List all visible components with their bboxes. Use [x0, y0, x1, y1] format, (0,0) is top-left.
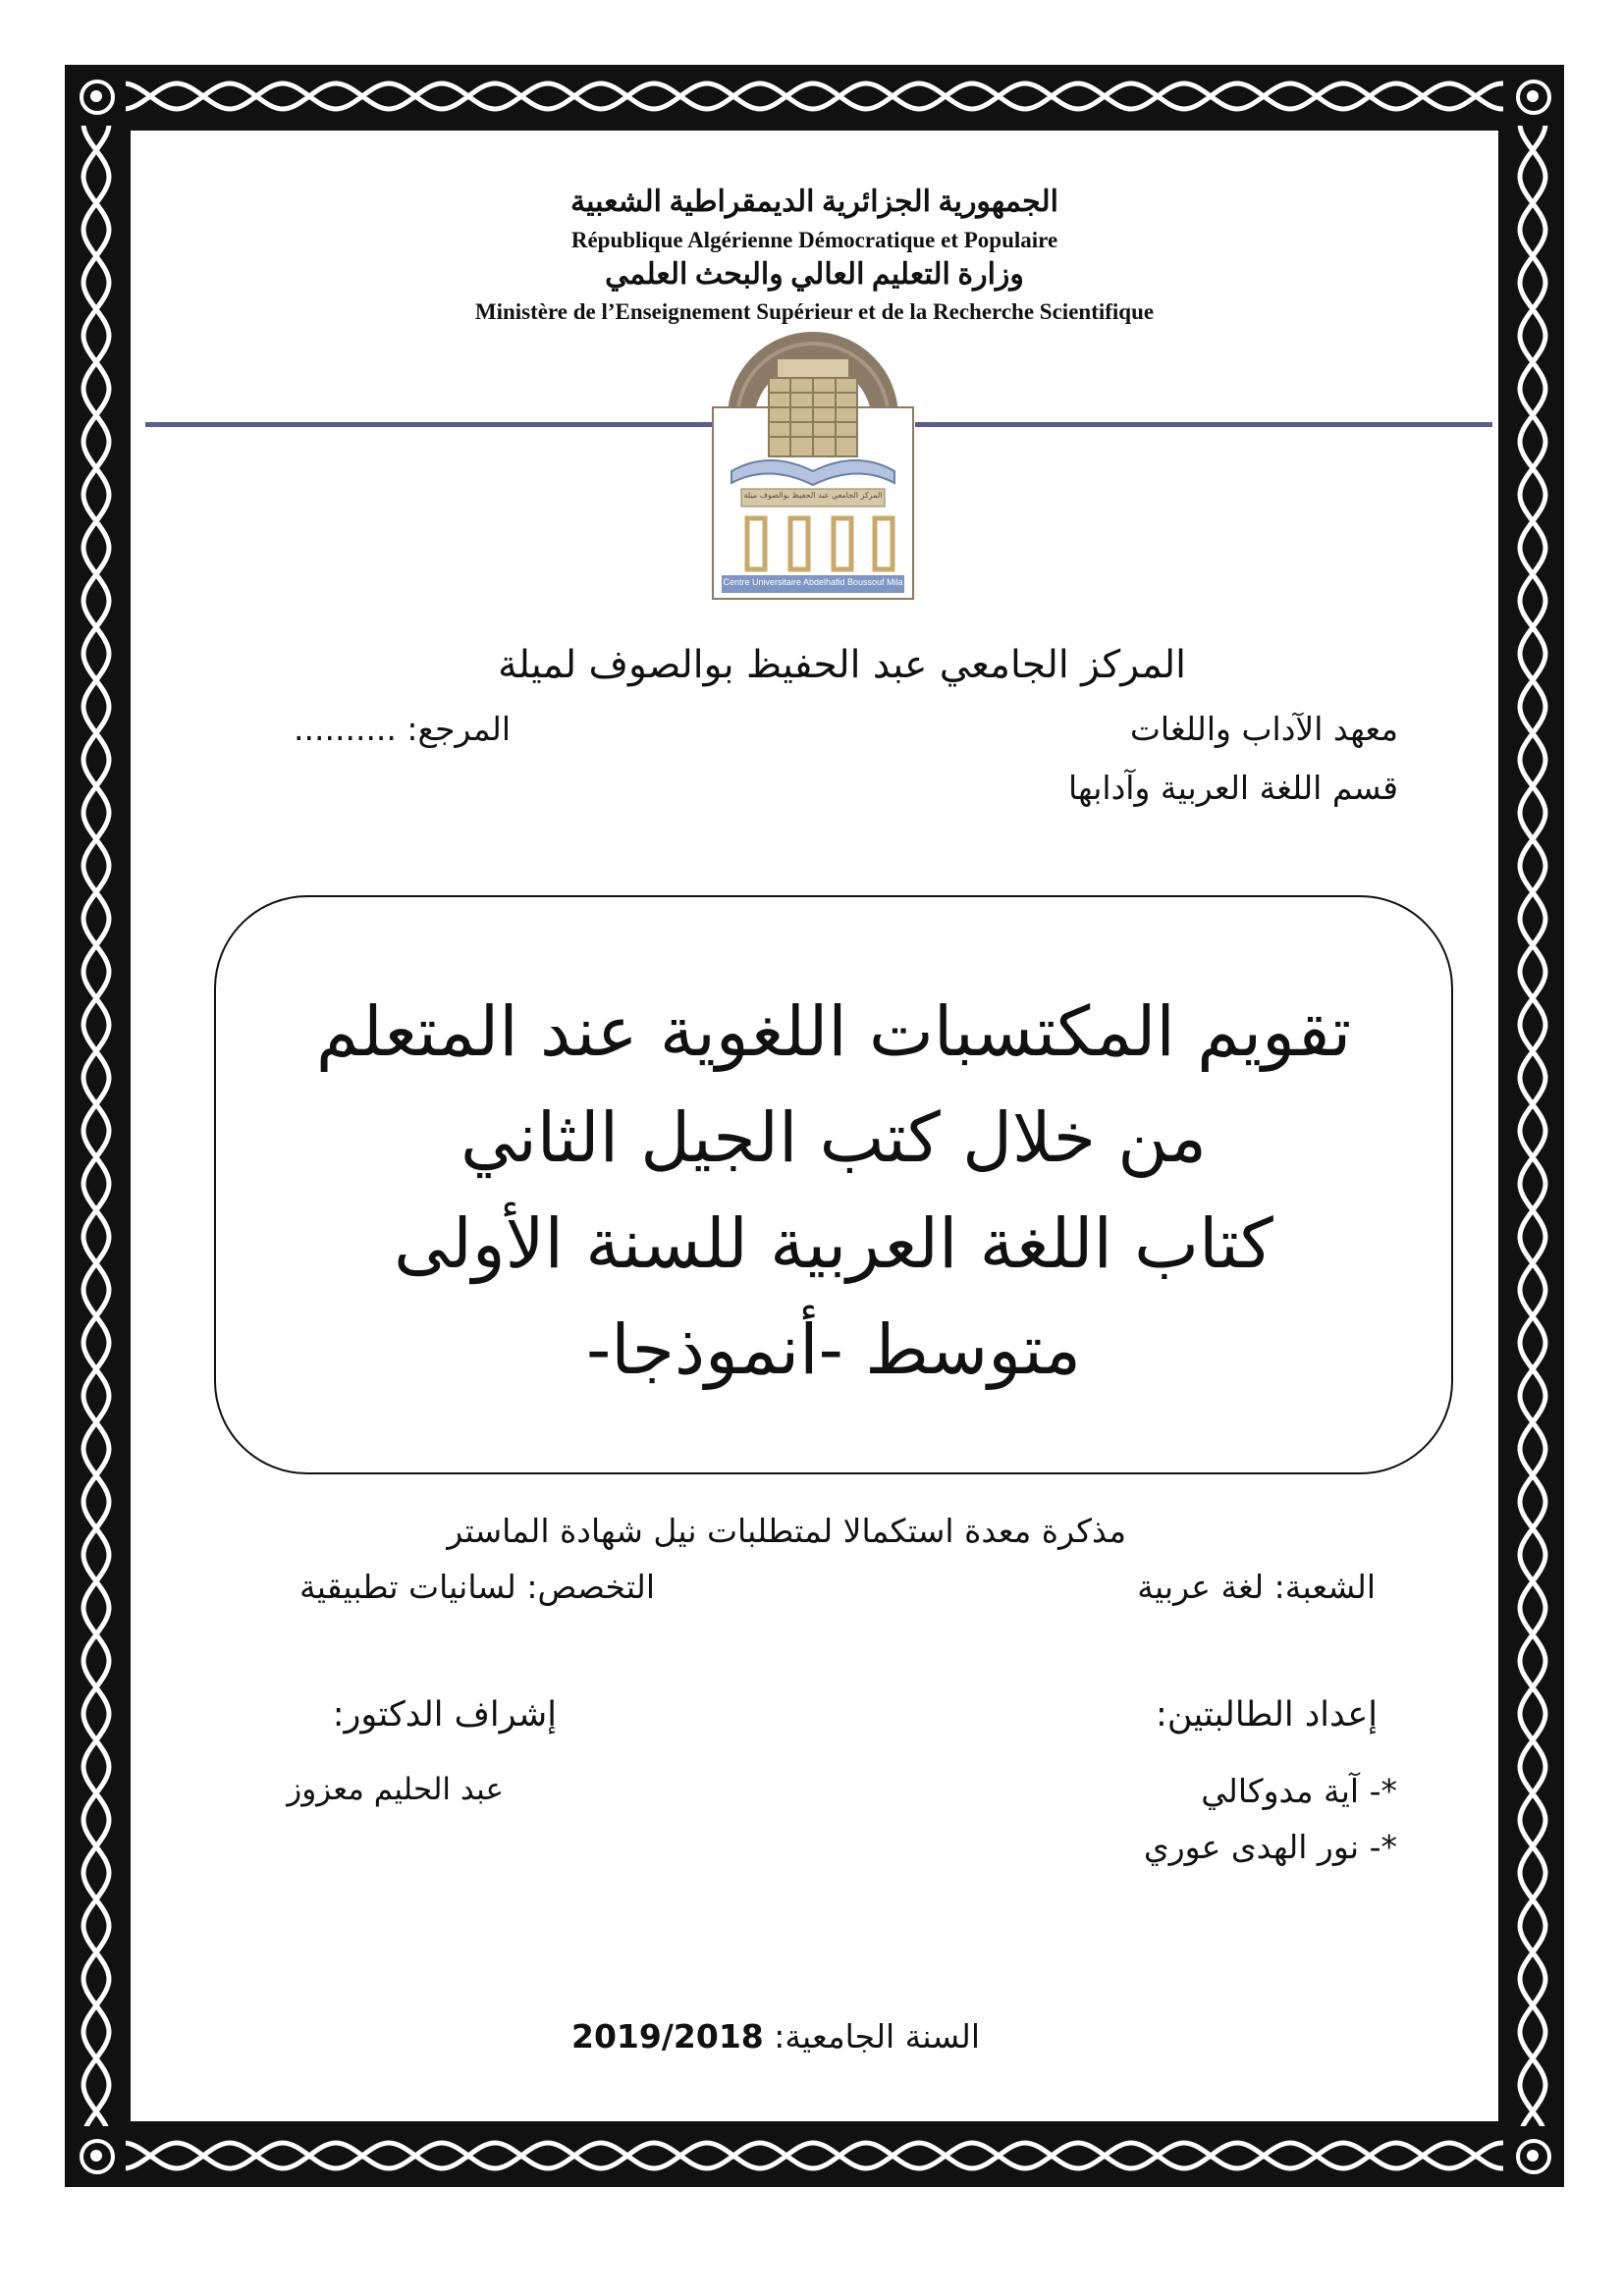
specialty-field: التخصص: لسانيات تطبيقية: [299, 1568, 655, 1606]
border-band-right: [1508, 124, 1557, 2131]
student-2: *- نور الهدى عوري: [1143, 1828, 1397, 1866]
header-arabic-republic: ﺍﻟﺠﻤﻬﻮﺭﻳﺔ ﺍﻟﺠﺰﺍﺋﺮﻳﺔ ﺍﻟﺪﻳﻤﻘﺮﺍﻃﻴﺔ ﺍﻟﺸﻌﺒﻴﺔ: [570, 186, 1058, 218]
reference-field: المرجع: ..........: [294, 710, 511, 748]
academic-year-label: السنة الجامعية:: [774, 2017, 980, 2056]
logo-caption: Centre Universitaire Abdelhafid Boussouf Mila: [723, 577, 903, 587]
header-rule-right: [915, 422, 1492, 427]
thesis-title-line-1: تقويم المكتسبات اللغوية عند المتعلم: [315, 991, 1352, 1072]
academic-year-value: 2019/2018: [571, 2017, 764, 2056]
institute-name: معهد الآداب واللغات: [1129, 710, 1398, 748]
memo-statement: مذكرة معدة استكمالا لمتطلبات نيل شهادة الماستر: [447, 1512, 1126, 1550]
academic-year: [530, 2017, 1021, 2056]
university-logo: [710, 324, 916, 604]
prepared-by-label: إعداد الطالبتين:: [1156, 1695, 1378, 1735]
supervisor-label: إشراف الدكتور:: [332, 1695, 557, 1735]
border-band-left: [72, 124, 121, 2131]
thesis-title-line-4: متوسط -أنموذجا-: [586, 1309, 1081, 1390]
header-french-republic: République Algérienne Démocratique et Populaire: [570, 228, 1058, 252]
header-arabic-ministry: ﻭﺯﺍﺭﺓ ﺍﻟﺘﻌﻠﻴﻢ ﺍﻟﻌﺎﻟﻲ ﻭﺍﻟﺒﺤﺚ ﺍﻟﻌﻠﻤﻲ: [605, 258, 1024, 291]
thesis-title-line-2: من خلال كتب الجيل الثاني: [460, 1097, 1208, 1178]
department-name: قسم اللغة العربية وآدابها: [1067, 769, 1398, 807]
border-band-bottom: [124, 2131, 1505, 2180]
border-corner-bottom-left: [67, 2126, 126, 2185]
thesis-title-line-3: كتاب اللغة العربية للسنة الأولى: [394, 1203, 1273, 1284]
logo-inner-text: المركز الجامعي عبد الحفيظ بوالصوف ميلة: [743, 491, 883, 500]
branch-field: الشعبة: لغة عربية: [1137, 1568, 1376, 1606]
header-rule-left: [145, 422, 713, 427]
supervisor-name: عبد الحليم معزوز: [287, 1772, 504, 1807]
student-1: *- آية مدوكالي: [1201, 1772, 1397, 1810]
border-band-top: [124, 72, 1505, 121]
header-french-ministry: Ministère de l’Enseignement Supérieur et de la Recherche Scientifique: [474, 299, 1155, 324]
border-corner-top-left: [67, 67, 126, 126]
border-corner-bottom-right: [1503, 2126, 1562, 2185]
border-corner-top-right: [1503, 67, 1562, 126]
institution-name: المركز الجامعي عبد الحفيظ بوالصوف لميلة: [498, 643, 1186, 687]
